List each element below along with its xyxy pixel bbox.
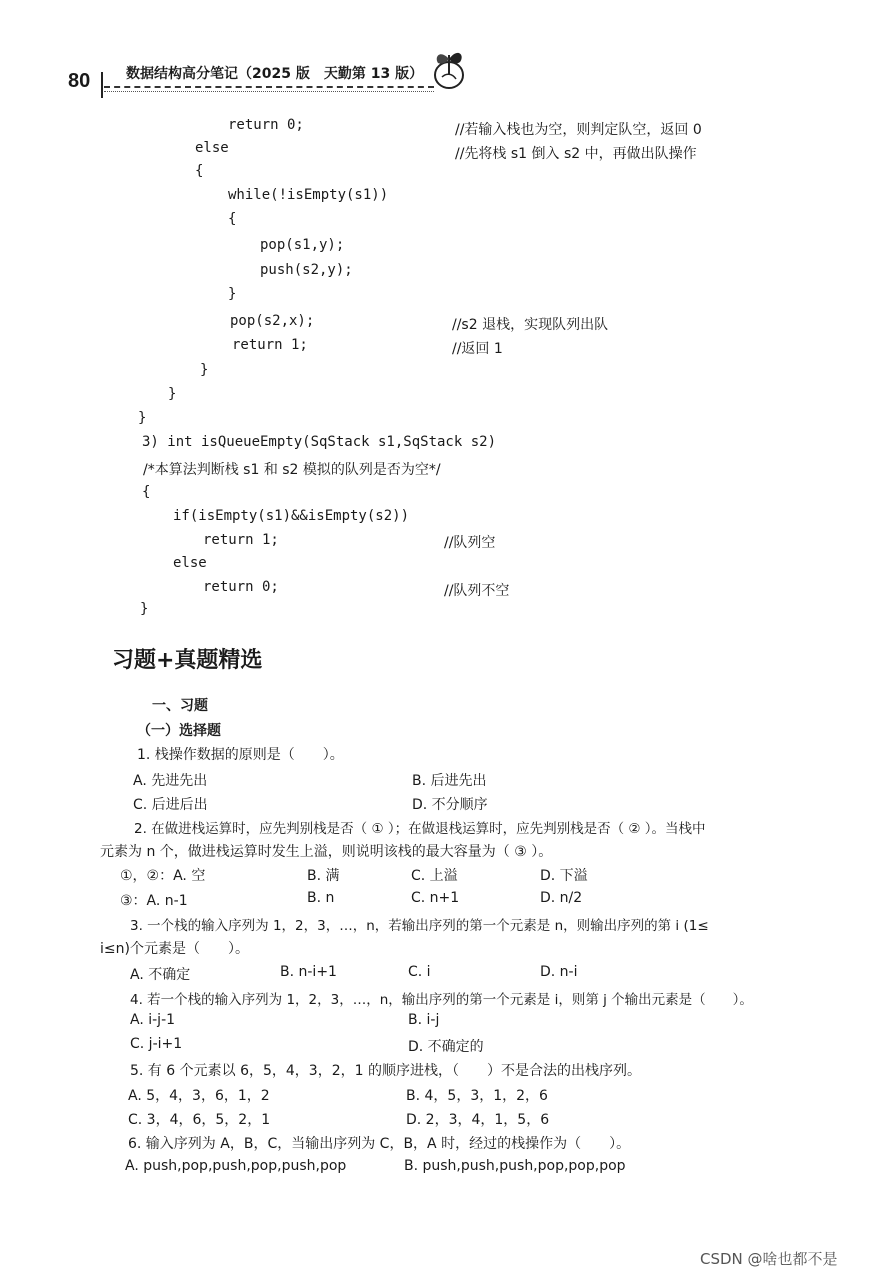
code-line: } [200, 362, 209, 378]
code-comment: //s2 退栈，实现队列出队 [452, 317, 609, 333]
code-line: } [228, 286, 237, 302]
option: A. 先进先出 [133, 773, 208, 789]
question-stem: 1. 栈操作数据的原则是（ ）。 [137, 747, 344, 763]
code-line: push(s2,y); [260, 262, 353, 278]
option: D. 2，3，4，1，5，6 [406, 1112, 550, 1128]
option: B. 4，5，3，1，2，6 [406, 1088, 548, 1104]
option: B. 满 [307, 868, 340, 884]
option: ①，②：A. 空 [120, 868, 206, 884]
code-line: return 1; [232, 337, 308, 353]
code-line: { [142, 484, 151, 500]
code-line: } [140, 601, 149, 617]
code-comment: //队列不空 [444, 583, 510, 599]
section-title: 习题+真题精选 [112, 648, 263, 673]
option: B. n-i+1 [280, 964, 337, 980]
option: A. 5，4，3，6，1，2 [128, 1088, 270, 1104]
option: A. push,pop,push,pop,push,pop [125, 1158, 347, 1174]
code-line: { [195, 163, 204, 179]
option: B. push,push,push,pop,pop,pop [404, 1158, 626, 1174]
option: B. n [307, 890, 335, 906]
code-line: while(!isEmpty(s1)) [228, 187, 389, 203]
code-line: pop(s2,x); [230, 313, 315, 329]
question-stem: 5. 有 6 个元素以 6，5，4，3，2，1 的顺序进栈，（ ）不是合法的出栈序列。 [130, 1063, 641, 1079]
code-line: } [168, 386, 177, 402]
watermark: CSDN @啥也都不是 [700, 1250, 838, 1268]
code-comment: //若输入栈也为空，则判定队空，返回 0 [455, 122, 702, 138]
option: C. 上溢 [411, 868, 458, 884]
code-line: { [228, 211, 237, 227]
question-stem: 2. 在做进栈运算时，应先判别栈是否（ ① ）；在做退栈运算时，应先判别栈是否（ ② ）。当栈中 [134, 821, 706, 837]
code-comment: //先将栈 s1 倒入 s2 中，再做出队操作 [455, 146, 697, 162]
code-line: else [173, 555, 207, 571]
code-comment: //队列空 [444, 535, 496, 551]
option: A. i-j-1 [130, 1012, 176, 1028]
code-comment: //返回 1 [452, 341, 503, 357]
doc-comment: /*本算法判断栈 s1 和 s2 模拟的队列是否为空*/ [143, 462, 441, 478]
code-line: if(isEmpty(s1)&&isEmpty(s2)) [173, 508, 410, 524]
code-line: else [195, 140, 229, 156]
header-rule [104, 86, 434, 88]
option: B. 后进先出 [412, 773, 487, 789]
option: C. j-i+1 [130, 1036, 183, 1052]
leaf-logo-icon [430, 45, 468, 91]
option: D. 下溢 [540, 868, 588, 884]
subpart-heading: （一）选择题 [137, 723, 221, 739]
option: C. i [408, 964, 431, 980]
code-line: return 0; [228, 117, 304, 133]
header-rule-dotted [104, 91, 434, 92]
option: C. 后进后出 [133, 797, 208, 813]
code-line: return 1; [203, 532, 279, 548]
question-stem: 3. 一个栈的输入序列为 1，2，3，…，n，若输出序列的第一个元素是 n，则输出序列的第 i (1≤ [130, 918, 709, 934]
part-heading: 一、习题 [152, 698, 208, 714]
question-stem: 4. 若一个栈的输入序列为 1，2，3，…，n，输出序列的第一个元素是 i，则第 j 个输出元素是（ ）。 [130, 992, 753, 1008]
option: ③：A. n-1 [120, 893, 188, 909]
code-line: return 0; [203, 579, 279, 595]
book-title: 数据结构高分笔记（2025 版 天勤第 13 版） [126, 66, 424, 82]
header-bar [101, 72, 103, 98]
option: A. 不确定 [130, 967, 191, 983]
option: B. i-j [408, 1012, 440, 1028]
option: D. 不确定的 [408, 1039, 484, 1055]
option: D. n-i [540, 964, 578, 980]
function-signature: 3) int isQueueEmpty(SqStack s1,SqStack s2) [142, 434, 497, 450]
page-number: 80 [68, 70, 91, 92]
code-line: } [138, 410, 147, 426]
option: C. n+1 [411, 890, 460, 906]
question-stem: i≤n)个元素是（ ）。 [100, 941, 249, 957]
code-line: pop(s1,y); [260, 237, 345, 253]
option: D. 不分顺序 [412, 797, 488, 813]
question-stem: 元素为 n 个，做进栈运算时发生上溢，则说明该栈的最大容量为（ ③ ）。 [100, 844, 553, 860]
option: C. 3，4，6，5，2，1 [128, 1112, 271, 1128]
option: D. n/2 [540, 890, 583, 906]
question-stem: 6. 输入序列为 A，B，C，当输出序列为 C，B，A 时，经过的栈操作为（ ）。 [128, 1136, 631, 1152]
